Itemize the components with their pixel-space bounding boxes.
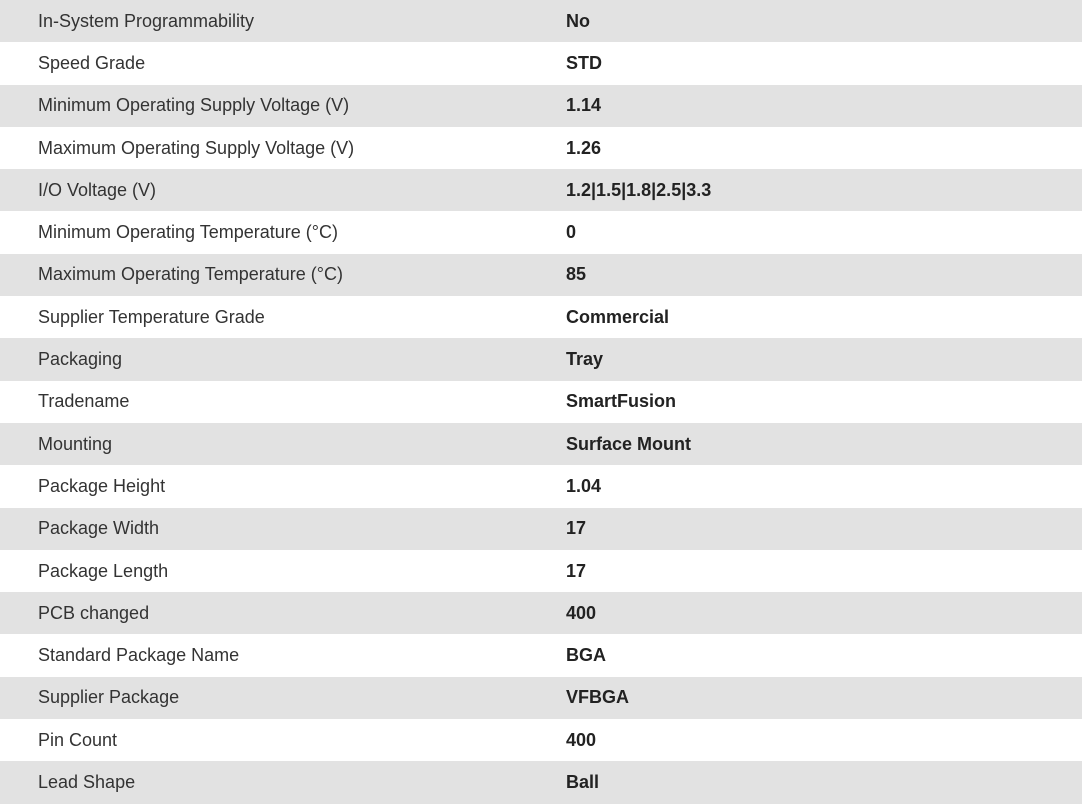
table-row (0, 169, 1082, 211)
spec-label: In-System Programmability (38, 10, 255, 31)
spec-value: 17 (566, 518, 587, 539)
spec-value: SmartFusion (566, 391, 677, 412)
spec-label: Pin Count (38, 729, 118, 750)
spec-label: Tradename (38, 391, 130, 412)
spec-value: Tray (566, 349, 604, 370)
table-row (0, 719, 1082, 761)
spec-label: Supplier Temperature Grade (38, 306, 265, 327)
table-row (0, 550, 1082, 592)
table-row (0, 677, 1082, 719)
spec-label: Supplier Package (38, 687, 180, 708)
spec-label: Speed Grade (38, 52, 146, 73)
spec-label: I/O Voltage (V) (38, 179, 157, 200)
table-row (0, 42, 1082, 84)
spec-label: Package Length (38, 560, 169, 581)
spec-value: 400 (566, 729, 597, 750)
spec-value: VFBGA (566, 687, 629, 708)
spec-value: 400 (566, 602, 597, 623)
spec-value: Ball (566, 771, 600, 792)
table-row (0, 338, 1082, 380)
table-row (0, 634, 1082, 676)
spec-label: Package Width (38, 518, 160, 539)
table-row (0, 381, 1082, 423)
table-row (0, 85, 1082, 127)
spec-value: 1.26 (566, 137, 602, 158)
table-row (0, 465, 1082, 507)
spec-label: Package Height (38, 475, 166, 496)
table-row (0, 211, 1082, 253)
spec-label: Lead Shape (38, 771, 136, 792)
table-row (0, 508, 1082, 550)
spec-value: BGA (566, 645, 606, 666)
spec-value: Commercial (566, 306, 670, 327)
spec-label: Packaging (38, 349, 123, 370)
spec-label: Minimum Operating Supply Voltage (V) (38, 95, 350, 116)
table-row (0, 254, 1082, 296)
spec-value: 1.2|1.5|1.8|2.5|3.3 (566, 179, 712, 200)
spec-value: 1.04 (566, 475, 602, 496)
table-row (0, 0, 1082, 42)
table-row (0, 592, 1082, 634)
spec-value: 17 (566, 560, 587, 581)
spec-value: 0 (566, 222, 577, 243)
spec-value: STD (566, 52, 602, 73)
spec-label: PCB changed (38, 602, 150, 623)
table-row (0, 296, 1082, 338)
spec-value: 1.14 (566, 95, 602, 116)
spec-value: 85 (566, 264, 587, 285)
spec-value: Surface Mount (566, 433, 692, 454)
spec-label: Minimum Operating Temperature (°C) (38, 222, 338, 243)
table-row (0, 423, 1082, 465)
spec-label: Standard Package Name (38, 645, 240, 666)
spec-value: No (566, 10, 590, 31)
table-row (0, 761, 1082, 803)
spec-label: Mounting (38, 433, 113, 454)
spec-label: Maximum Operating Supply Voltage (V) (38, 137, 355, 158)
spec-label: Maximum Operating Temperature (°C) (38, 264, 343, 285)
table-row (0, 127, 1082, 169)
